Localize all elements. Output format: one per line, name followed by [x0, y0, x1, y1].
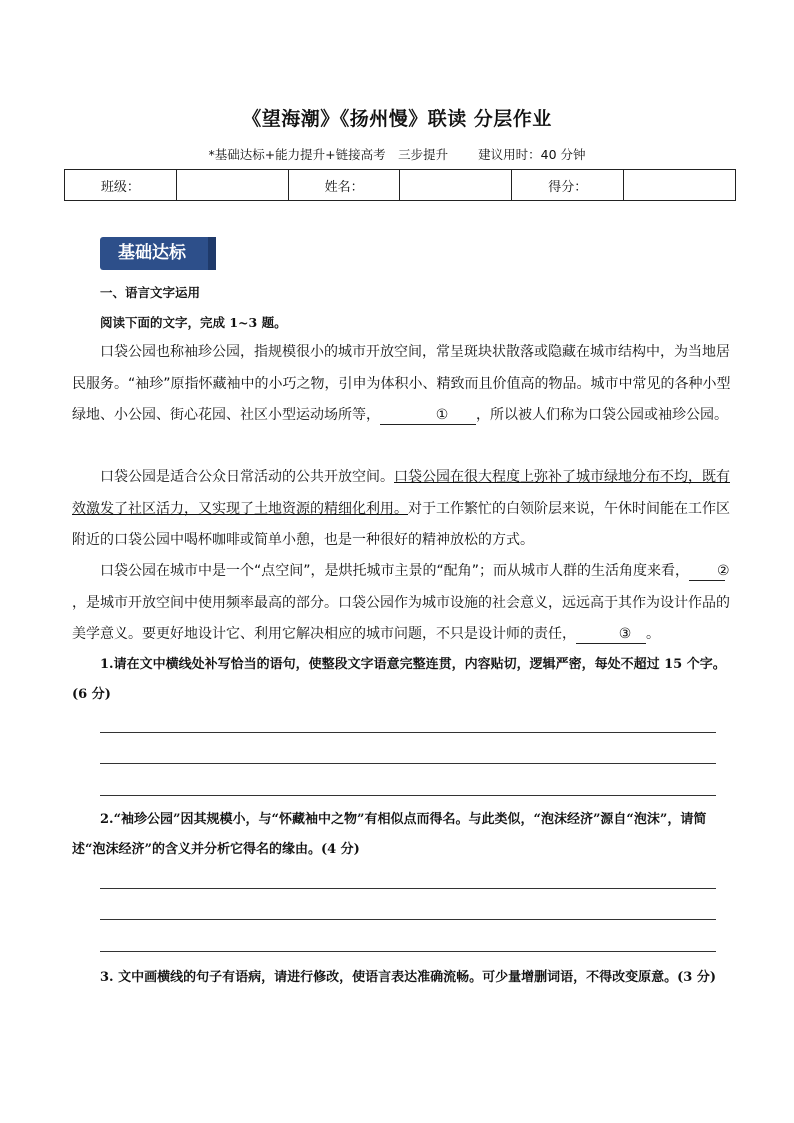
score-label: 得分： — [512, 170, 624, 201]
score-field[interactable] — [624, 170, 736, 201]
blank-2[interactable]: ② — [689, 562, 725, 581]
question-2: 2.“袖珍公园”因其规模小，与“怀藏袖中之物”有相似点而得名。与此类似，“泡沫经济”源自“泡沫”，请简述“泡沫经济”的含义并分析它得名的缘由。(4 分) — [72, 812, 707, 857]
answer-line[interactable] — [100, 795, 716, 796]
subtitle-time: 建议用时：40 分钟 — [478, 147, 586, 162]
class-field[interactable] — [176, 170, 288, 201]
section-banner-label: 基础达标 — [118, 243, 186, 263]
answer-line[interactable] — [100, 888, 716, 889]
answer-line[interactable] — [100, 763, 716, 764]
blank-3[interactable]: ③ — [576, 625, 646, 644]
answer-line[interactable] — [100, 919, 716, 920]
document-title: 《望海潮》《扬州慢》联读 分层作业 — [242, 108, 552, 130]
underlined-sentence: 口袋公园在很大程度上弥补了城市绿地分布不均，既有效激发了社区活力，又实现了土地资源的精细化利用。 — [72, 469, 730, 517]
name-label: 姓名： — [288, 170, 400, 201]
name-field[interactable] — [400, 170, 512, 201]
question-1: 1.请在文中横线处补写恰当的语句，使整段文字语意完整连贯，内容贴切，逻辑严密，每处不超过 15 个字。(6 分) — [72, 657, 726, 702]
answer-line[interactable] — [100, 732, 716, 733]
class-label: 班级： — [65, 170, 177, 201]
reading-instruction: 阅读下面的文字，完成 1~3 题。 — [100, 315, 287, 330]
section-banner — [100, 237, 212, 270]
part-title: 一、语言文字运用 — [100, 285, 201, 300]
passage-paragraph-3: 口袋公园在城市中是一个“点空间”，是烘托城市主景的“配角”；而从城市人群的生活角度来看， ②，是城市开放空间中使用频率最高的部分。口袋公园作为城市设施的社会意义，远远高于其作为设计作品的美学意义。要更好地设计它、利用它解决相应的城市问题，不只是设计师的责任， ③ 。 — [72, 563, 730, 642]
passage-paragraph-1: 口袋公园也称袖珍公园，指规模很小的城市开放空间，常呈斑块状散落或隐藏在城市结构中，为当地居民服务。“袖珍”原指怀藏袖中的小巧之物，引申为体积小、精致而且价值高的物品。城市中常见的各种小型绿地、小公园、街心花园、社区小型运动场所等， ① ，所以被人们称为口袋公园或袖珍公园。 — [72, 344, 731, 423]
student-info-table — [64, 169, 736, 201]
passage-paragraph-2: 口袋公园是适合公众日常活动的公共开放空间。口袋公园在很大程度上弥补了城市绿地分布不均，既有效激发了社区活力，又实现了土地资源的精细化利用。对于工作繁忙的白领阶层来说，午休时间能在工作区附近的口袋公园中喝杯咖啡或简单小憩，也是一种很好的精神放松的方式。 — [72, 469, 730, 548]
blank-1[interactable]: ① — [380, 406, 476, 425]
answer-line[interactable] — [100, 951, 716, 952]
subtitle-steps: *基础达标+能力提升+链接高考 三步提升 — [208, 147, 449, 162]
question-3: 3. 文中画横线的句子有语病，请进行修改，使语言表达准确流畅。可少量增删词语，不得改变原意。(3 分) — [100, 970, 716, 985]
document-subtitle — [0, 145, 794, 163]
